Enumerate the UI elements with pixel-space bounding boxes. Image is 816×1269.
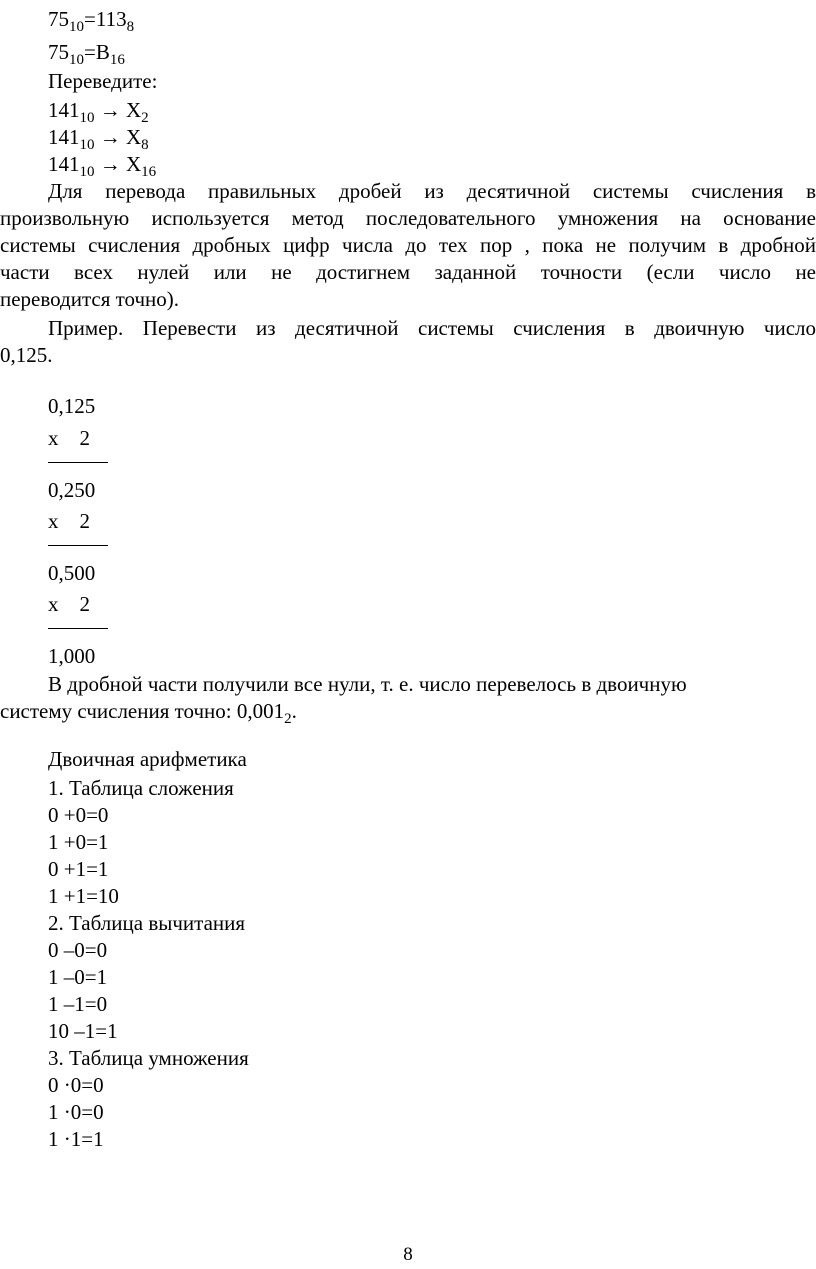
conversion-line: $75_{10}=113_8$ (48, 7, 135, 35)
table-row: 0 ·0=0 (48, 1073, 104, 1097)
example-line: Пример. Перевести из десятичной системы счисления в двоичную число (48, 316, 816, 340)
table-row: 1 +0=1 (48, 830, 109, 854)
table-row: 0 +1=1 (48, 857, 109, 881)
conclusion-line: В дробной части получили все нули, т. е. число перевелось в двоичную (48, 672, 687, 696)
section-title: Двоичная арифметика (48, 747, 247, 771)
table-row: 0 –0=0 (48, 938, 108, 962)
calc-value: 0,125 (48, 394, 96, 418)
table-row: 1 ·0=0 (48, 1100, 104, 1124)
table-row: 1 +1=10 (48, 884, 119, 908)
paragraph-line: переводится точно). (0, 287, 180, 311)
calc-value: 0,250 (48, 478, 96, 502)
paragraph-line: Для перевода правильных дробей из десятичной системы счисления в (48, 179, 816, 203)
paragraph-line: произвольную используется метод последовательного умножения на основание (0, 206, 816, 230)
calc-multiplier: x 2 (48, 426, 90, 450)
calc-multiplier: x 2 (48, 509, 90, 533)
calc-multiplier: x 2 (48, 592, 90, 616)
calc-rule (48, 462, 108, 463)
table-row: 1 ·1=1 (48, 1127, 104, 1151)
conversion-line: $75_{10}=B_{16}$ (48, 40, 125, 68)
exercise-line: $141_{10} \to X_8$ (48, 125, 149, 153)
conclusion-line: систему счисления точно: $0,001_2$. (0, 699, 297, 727)
calc-rule (48, 628, 108, 629)
table-row: 10 –1=1 (48, 1019, 118, 1043)
paragraph-line: системы счисления дробных цифр числа до тех пор , пока не получим в дробной (0, 233, 816, 257)
example-line: 0,125. (0, 343, 53, 367)
table-row: 0 +0=0 (48, 803, 109, 827)
exercise-line: $141_{10} \to X_2$ (48, 98, 149, 126)
calc-value: 1,000 (48, 644, 96, 668)
paragraph-line: части всех нулей или не достигнем заданной точности (если число не (0, 260, 816, 284)
table-row: 1 –0=1 (48, 965, 108, 989)
table-title: 1. Таблица сложения (48, 776, 234, 800)
calc-value: 0,500 (48, 561, 96, 585)
table-row: 1 –1=0 (48, 992, 108, 1016)
table-title: 3. Таблица умножения (48, 1046, 249, 1070)
calc-rule (48, 545, 108, 546)
exercise-line: $141_{10} \to X_{16}$ (48, 152, 157, 180)
translate-heading: Переведите: (48, 69, 158, 93)
page-number: 8 (403, 1244, 413, 1265)
table-title: 2. Таблица вычитания (48, 911, 246, 935)
